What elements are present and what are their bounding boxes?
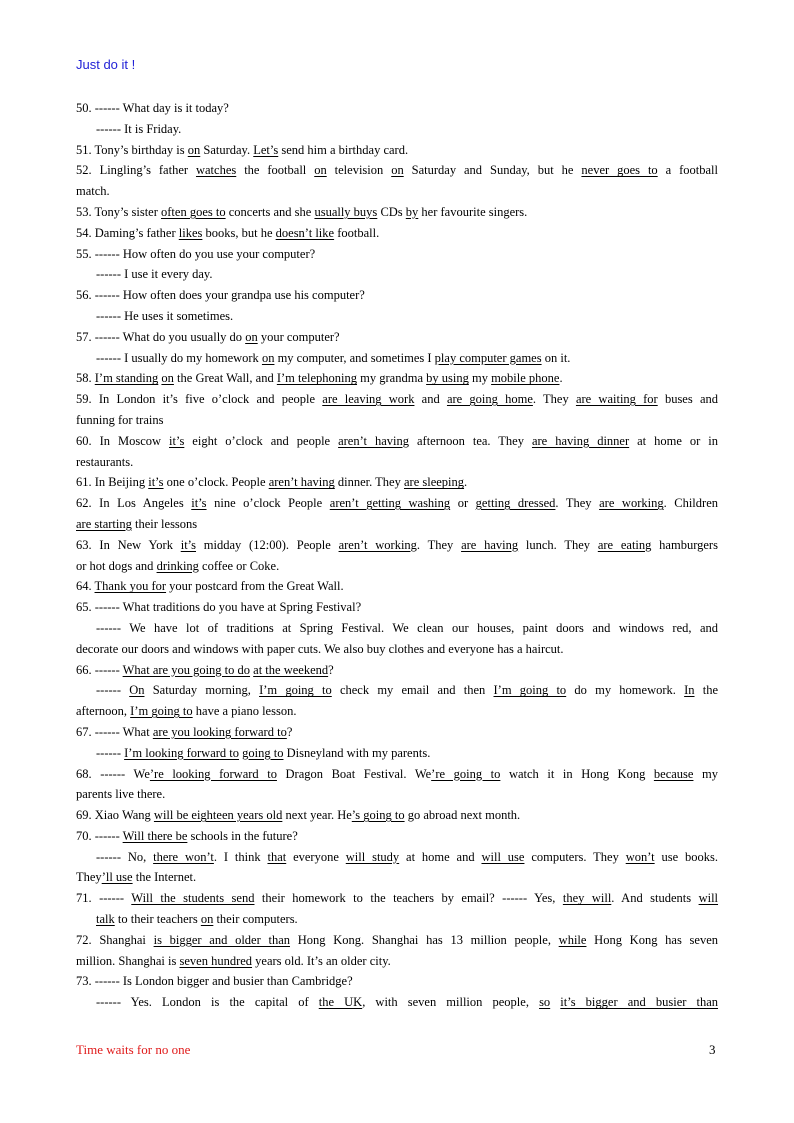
text-line: [76, 244, 718, 265]
text-segment: .: [559, 371, 563, 386]
text-segment: their homework to the teachers by email? ------ Yes,: [254, 891, 563, 906]
underlined-phrase: ’s going to: [351, 808, 405, 823]
text-line: [76, 306, 718, 327]
underlined-phrase: talk: [96, 912, 115, 927]
text-segment: everyone: [286, 849, 346, 864]
text-segment: hamburgers: [651, 537, 718, 552]
text-segment: their computers.: [213, 912, 298, 927]
underlined-phrase: ’re looking forward to: [149, 766, 277, 781]
underlined-phrase: by: [405, 204, 419, 219]
underlined-phrase: are you looking forward to: [152, 724, 287, 739]
underlined-phrase: never goes to: [581, 163, 658, 178]
underlined-phrase: will: [698, 891, 719, 906]
text-segment: and: [414, 392, 447, 407]
text-segment: , with seven million people,: [362, 995, 540, 1010]
underlined-phrase: it’s: [180, 537, 197, 552]
text-line: [76, 327, 718, 348]
page-header: Just do it !: [76, 57, 136, 72]
text-segment: 66. ------: [76, 662, 123, 677]
text-segment: football.: [334, 225, 380, 240]
text-segment: . They: [532, 392, 576, 407]
text-line: [76, 181, 718, 202]
text-segment: afternoon,: [76, 704, 131, 719]
text-segment: send him a birthday card.: [278, 142, 409, 157]
text-segment: the Internet.: [132, 870, 197, 885]
text-segment: 54. Daming’s father: [76, 225, 179, 240]
text-segment: the Great Wall, and: [173, 371, 277, 386]
underlined-phrase: are starting: [76, 516, 132, 531]
text-line: [76, 348, 718, 369]
text-segment: funning for trains: [76, 412, 164, 427]
underlined-phrase: on: [261, 350, 275, 365]
text-line: [76, 971, 718, 992]
text-line: [76, 951, 718, 972]
text-segment: 56. ------ How often does your grandpa use his computer?: [76, 288, 365, 303]
text-segment: Hong Kong has seven: [586, 932, 719, 947]
underlined-phrase: on: [391, 163, 404, 178]
text-line: [76, 368, 718, 389]
underlined-phrase: it’s: [148, 475, 164, 490]
underlined-phrase: on: [314, 163, 327, 178]
text-line: [76, 784, 718, 805]
underlined-phrase: on: [161, 371, 174, 386]
text-segment: ------ Yes. London is the capital of: [96, 995, 319, 1010]
underlined-phrase: doesn’t like: [275, 225, 335, 240]
text-segment: books, but he: [202, 225, 276, 240]
text-segment: ------ No,: [96, 849, 154, 864]
text-line: [76, 992, 718, 1013]
underlined-phrase: by using: [426, 371, 469, 386]
text-line: [76, 576, 718, 597]
underlined-phrase: I’m going to: [259, 683, 332, 698]
text-line: [76, 431, 718, 452]
underlined-phrase: aren’t having: [268, 475, 335, 490]
text-segment: 63. In New York: [76, 537, 181, 552]
text-segment: parents live there.: [76, 787, 166, 802]
text-line: [76, 764, 718, 785]
text-segment: restaurants.: [76, 454, 134, 469]
text-line: [76, 867, 718, 888]
underlined-phrase: aren’t getting washing: [329, 496, 451, 511]
underlined-phrase: are going home: [446, 392, 533, 407]
text-segment: match.: [76, 184, 110, 199]
underlined-phrase: it’s: [169, 433, 185, 448]
text-segment: dinner. They: [334, 475, 404, 490]
text-line: [76, 472, 718, 493]
text-segment: 62. In Los Angeles: [76, 496, 192, 511]
text-segment: 58.: [76, 371, 95, 386]
underlined-phrase: are sleeping: [403, 475, 465, 490]
text-segment: ------: [96, 745, 125, 760]
text-line: [76, 410, 718, 431]
underlined-phrase: on: [200, 912, 214, 927]
text-segment: . They: [416, 537, 462, 552]
text-line: [76, 847, 718, 868]
text-segment: Dragon Boat Festival. We: [276, 766, 432, 781]
text-segment: Disneyland with my parents.: [283, 745, 431, 760]
text-segment: ------ I usually do my homework: [96, 350, 262, 365]
underlined-phrase: mobile phone: [491, 371, 560, 386]
underlined-phrase: are having: [461, 537, 519, 552]
text-segment: or hot dogs and: [76, 558, 157, 573]
text-segment: have a piano lesson.: [192, 704, 297, 719]
text-segment: million. Shanghai is: [76, 953, 180, 968]
underlined-phrase: On: [129, 683, 145, 698]
text-segment: 73. ------ Is London bigger and busier than Cambridge?: [76, 974, 353, 989]
text-line: [76, 680, 718, 701]
text-segment: at home and: [399, 849, 482, 864]
text-segment: the: [694, 683, 719, 698]
text-line: [76, 701, 718, 722]
text-segment: my: [693, 766, 718, 781]
text-line: [76, 805, 718, 826]
text-segment: use books.: [654, 849, 719, 864]
underlined-phrase: will be eighteen years old: [153, 808, 283, 823]
text-segment: ------: [96, 683, 130, 698]
underlined-phrase: the UK: [318, 995, 363, 1010]
underlined-phrase: there won’t: [153, 849, 214, 864]
text-segment: 51. Tony’s birthday is: [76, 142, 188, 157]
text-line: [76, 888, 718, 909]
text-segment: 61. In Beijing: [76, 475, 149, 490]
underlined-phrase: In: [684, 683, 695, 698]
text-segment: 70. ------: [76, 828, 123, 843]
underlined-phrase: ’ll use: [101, 870, 133, 885]
underlined-phrase: I’m going to: [493, 683, 567, 698]
text-segment: or: [450, 496, 476, 511]
underlined-phrase: Will the students send: [131, 891, 255, 906]
text-line: [76, 556, 718, 577]
text-segment: 68. ------ We: [76, 766, 150, 781]
text-segment: [550, 995, 560, 1009]
text-line: [76, 98, 718, 119]
text-segment: 60. In Moscow: [76, 433, 170, 448]
text-segment: lunch. They: [518, 537, 598, 552]
text-segment: your postcard from the Great Wall.: [166, 579, 344, 594]
underlined-phrase: it’s bigger and busier than: [560, 995, 719, 1010]
text-segment: ------ He uses it sometimes.: [96, 308, 234, 323]
text-segment: 64.: [76, 579, 95, 594]
underlined-phrase: is bigger and older than: [153, 932, 290, 947]
text-segment: ------ I use it every day.: [96, 267, 213, 282]
underlined-phrase: Will there be: [122, 828, 188, 843]
text-segment: Hong Kong. Shanghai has 13 million people,: [290, 932, 559, 947]
text-segment: midday (12:00). People: [196, 537, 339, 552]
text-segment: .: [464, 475, 468, 490]
text-segment: afternoon tea. They: [409, 433, 532, 448]
text-segment: on it.: [541, 350, 571, 365]
underlined-phrase: getting dressed: [475, 496, 556, 511]
text-segment: Saturday.: [200, 142, 254, 157]
text-segment: my grandma: [357, 371, 427, 386]
text-segment: years old. It’s an older city.: [252, 953, 391, 968]
text-segment: 52. Lingling’s father: [76, 163, 196, 178]
text-segment: 72. Shanghai: [76, 932, 154, 947]
text-segment: . And students: [611, 891, 699, 906]
text-line: [76, 160, 718, 181]
text-segment: Saturday morning,: [144, 683, 260, 698]
underlined-phrase: usually buys: [314, 204, 378, 219]
text-line: [76, 909, 718, 930]
text-line: [76, 202, 718, 223]
underlined-phrase: ’re going to: [431, 766, 501, 781]
footer-motto: Time waits for no one: [76, 1042, 191, 1057]
text-segment: do my homework.: [566, 683, 685, 698]
text-segment: CDs: [377, 204, 406, 219]
text-segment: . I think: [213, 849, 268, 864]
underlined-phrase: are eating: [597, 537, 652, 552]
text-segment: 59. In London it’s five o’clock and people: [76, 392, 323, 407]
text-segment: 57. ------ What do you usually do: [76, 329, 246, 344]
underlined-phrase: so: [539, 995, 551, 1010]
text-segment: ?: [328, 662, 334, 677]
underlined-phrase: on: [245, 329, 258, 344]
text-segment: my: [468, 371, 492, 386]
underlined-phrase: I’m telephoning: [276, 371, 358, 386]
underlined-phrase: while: [558, 932, 587, 947]
text-segment: their lessons: [131, 516, 198, 531]
text-segment: . They: [555, 496, 600, 511]
text-line: [76, 618, 718, 639]
text-segment: decorate our doors and windows with paper cuts. We also buy clothes and everyone has a haircut.: [76, 641, 564, 656]
text-segment: one o’clock. People: [163, 475, 269, 490]
text-segment: your computer?: [257, 329, 340, 344]
text-segment: check my email and then: [331, 683, 494, 698]
text-segment: nine o’clock People: [206, 496, 330, 511]
underlined-phrase: are working: [599, 496, 664, 511]
text-segment: to their teachers: [114, 912, 201, 927]
text-segment: 71. ------: [76, 891, 132, 906]
text-segment: 55. ------ How often do you use your computer?: [76, 246, 316, 261]
underlined-phrase: won’t: [625, 849, 655, 864]
text-line: [76, 452, 718, 473]
text-line: [76, 660, 718, 681]
underlined-phrase: on: [187, 142, 201, 157]
underlined-phrase: are having dinner: [531, 433, 630, 448]
page-number: 3: [709, 1042, 716, 1057]
underlined-phrase: because: [653, 766, 694, 781]
underlined-phrase: seven hundred: [179, 953, 253, 968]
underlined-phrase: play computer games: [434, 350, 542, 365]
underlined-phrase: What are you going to do: [122, 662, 251, 677]
text-segment: her favourite singers.: [418, 204, 528, 219]
underlined-phrase: are waiting for: [575, 392, 658, 407]
text-segment: buses and: [657, 392, 718, 407]
underlined-phrase: aren’t having: [338, 433, 409, 448]
underlined-phrase: are leaving work: [322, 392, 415, 407]
underlined-phrase: will use: [481, 849, 525, 864]
text-segment: schools in the future?: [187, 828, 298, 843]
text-segment: the football: [236, 163, 315, 178]
text-segment: 67. ------ What: [76, 724, 153, 739]
text-segment: go abroad next month.: [404, 808, 521, 823]
underlined-phrase: that: [267, 849, 287, 864]
text-line: [76, 264, 718, 285]
text-line: [76, 930, 718, 951]
text-line: [76, 285, 718, 306]
text-line: [76, 119, 718, 140]
text-segment: my computer, and sometimes I: [274, 350, 435, 365]
text-line: [76, 722, 718, 743]
text-line: [76, 597, 718, 618]
underlined-phrase: going to: [242, 745, 284, 760]
text-line: [76, 639, 718, 660]
underlined-phrase: I’m standing: [94, 371, 159, 386]
underlined-phrase: it’s: [191, 496, 207, 511]
text-segment: Saturday and Sunday, but he: [403, 163, 582, 178]
text-segment: ------ We have lot of traditions at Spring Festival. We clean our houses, paint doors and windows red, and: [96, 620, 718, 635]
underlined-phrase: Let’s: [253, 142, 279, 157]
text-segment: coffee or Coke.: [198, 558, 280, 573]
text-segment: 50. ------ What day is it today?: [76, 101, 229, 115]
underlined-phrase: at the weekend: [253, 662, 329, 677]
text-segment: a football: [657, 163, 718, 178]
text-segment: television: [326, 163, 392, 178]
text-segment: next year. He: [282, 808, 352, 823]
underlined-phrase: they will: [562, 891, 612, 906]
text-line: [76, 389, 718, 410]
text-segment: . Children: [663, 496, 718, 511]
underlined-phrase: I’m going to: [130, 704, 193, 719]
underlined-phrase: watches: [195, 163, 237, 178]
text-segment: 53. Tony’s sister: [76, 204, 162, 219]
text-segment: ?: [286, 724, 293, 739]
text-segment: at home or in: [629, 433, 719, 448]
underlined-phrase: I’m looking forward to: [124, 745, 240, 760]
text-line: [76, 743, 718, 764]
underlined-phrase: will study: [345, 849, 400, 864]
text-line: [76, 140, 718, 161]
text-segment: watch it in Hong Kong: [500, 766, 654, 781]
text-line: [76, 535, 718, 556]
text-segment: eight o’clock and people: [184, 433, 339, 448]
text-line: [76, 514, 718, 535]
text-segment: ------ It is Friday.: [96, 121, 182, 136]
text-segment: computers. They: [524, 849, 626, 864]
exercise-text: [76, 98, 718, 1013]
underlined-phrase: drinking: [156, 558, 199, 573]
text-segment: 69. Xiao Wang: [76, 808, 154, 823]
underlined-phrase: likes: [178, 225, 203, 240]
text-segment: They: [76, 870, 102, 885]
underlined-phrase: aren’t working: [338, 537, 417, 552]
text-line: [76, 493, 718, 514]
text-line: [76, 223, 718, 244]
underlined-phrase: Thank you for: [94, 579, 167, 594]
text-segment: concerts and she: [225, 204, 315, 219]
text-segment: 65. ------ What traditions do you have at Spring Festival?: [76, 600, 362, 615]
underlined-phrase: often goes to: [161, 204, 226, 219]
text-line: [76, 826, 718, 847]
